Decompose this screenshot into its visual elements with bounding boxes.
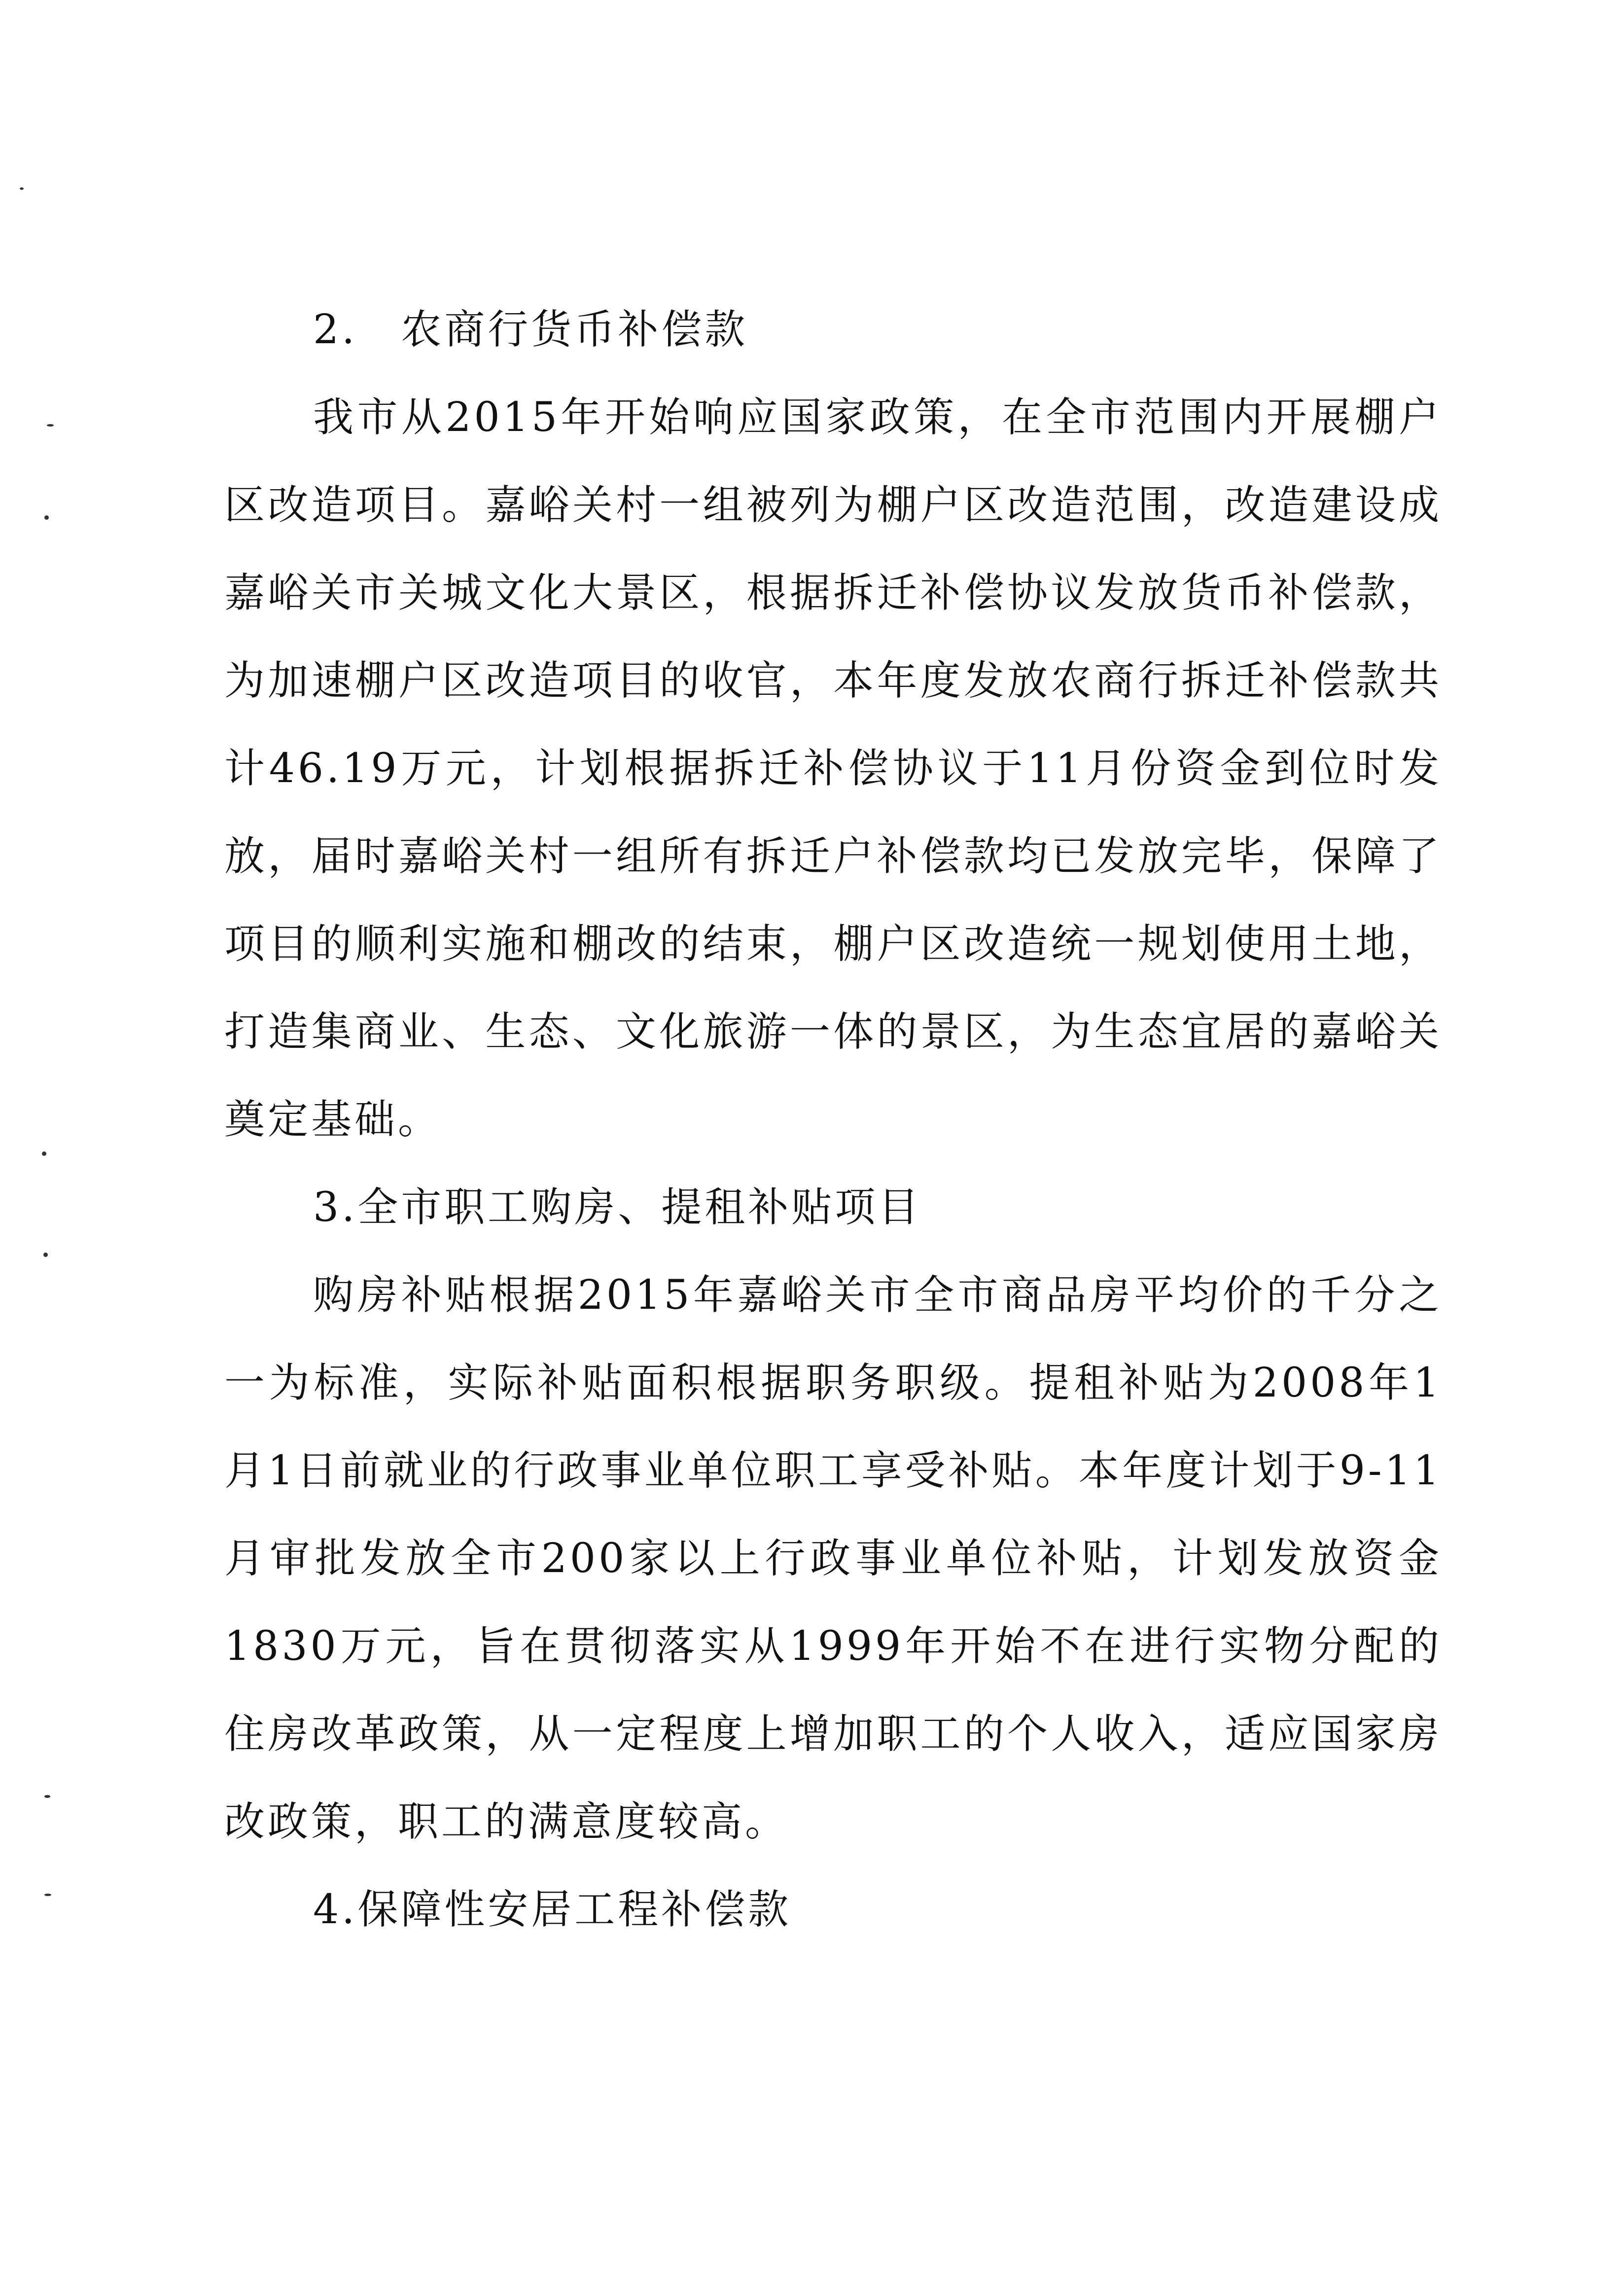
scan-speck	[20, 187, 24, 190]
section-paragraph-2: 我市从2015年开始响应国家政策，在全市范围内开展棚户区改造项目。嘉峪关村一组被列为棚户区改造范围，改造建设成嘉峪关市关城文化大景区，根据拆迁补偿协议发放货币补偿款，为加速棚户区改造项目的收官，本年度发放农商行拆迁补偿款共计46.19万元，计划根据拆迁补偿协议于11月份资金到位时发放，届时嘉峪关村一组所有拆迁户补偿款均已发放完毕，保障了项目的顺利实施和棚改的结束，棚户区改造统一规划使用土地，打造集商业、生态、文化旅游一体的景区，为生态宜居的嘉峪关奠定基础。	[224, 394, 1442, 1143]
section-heading-2: 2. 农商行货币补偿款	[313, 306, 748, 353]
section-heading-3: 3.全市职工购房、提租补贴项目	[313, 1184, 922, 1231]
section-paragraph-3: 购房补贴根据2015年嘉峪关市全市商品房平均价的千分之一为标准，实际补贴面积根据职务职级。提租补贴为2008年1月1日前就业的行政事业单位职工享受补贴。本年度计划于9-11月审批发放全市200家以上行政事业单位补贴，计划发放资金1830万元，旨在贯彻落实从1999年开始不在进行实物分配的住房改革政策，从一定程度上增加职工的个人收入，适应国家房改政策，职工的满意度较高。	[224, 1272, 1442, 1845]
document-body	[224, 286, 1442, 1954]
scan-speck	[44, 1894, 51, 1896]
section-heading-4: 4.保障性安居工程补偿款	[313, 1886, 792, 1933]
scan-speck	[43, 1253, 48, 1257]
scan-speck	[47, 424, 54, 427]
scan-speck	[42, 1151, 46, 1156]
scan-speck	[44, 1795, 50, 1798]
scan-speck	[44, 515, 49, 520]
